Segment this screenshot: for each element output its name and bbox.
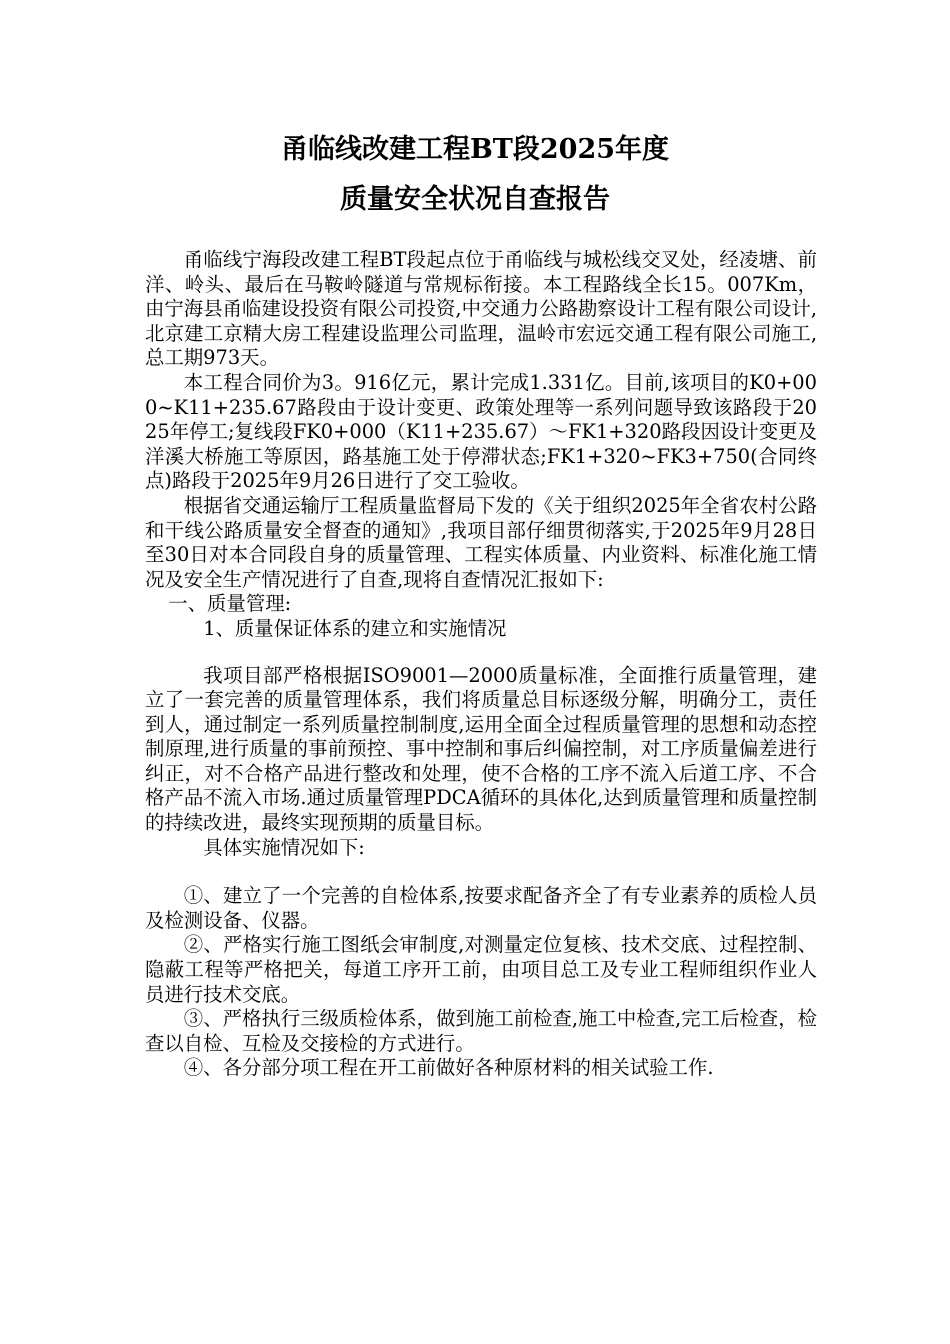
list-item: ③、严格执行三级质检体系，做到施工前检查,施工中检查,完工后检查，检查以自检、互检及交接检的方式进行。	[145, 1007, 817, 1055]
report-title-line1: 甬临线改建工程BT段2025年度	[280, 134, 670, 165]
list-item: ②、严格实行施工图纸会审制度,对测量定位复核、技术交底、过程控制、隐蔽工程等严格把关，每道工序开工前，由项目总工及专业工程师组织作业人员进行技术交底。	[145, 933, 817, 1006]
list-item: ④、各分部分项工程在开工前做好各种原材料的相关试验工作.	[183, 1056, 714, 1080]
paragraph-quality-system: 我项目部严格根据ISO9001—2000质量标准，全面推行质量管理，建立了一套完善的质量管理体系，我们将质量总目标逐级分解，明确分工，责任到人，通过制定一系列质量控制制度,运用全面全过程质量管理的思想和动态控制原理,进行质量的事前预控、事中控制和事后纠偏控制，对工序质量偏差进行纠正，对不合格产品进行整改和处理，使不合格的工序不流入后道工序、不合格产品不流入市场.通过质量管理PDCA循环的具体化,达到质量管理和质量控制的持续改进，最终实现预期的质量目标。	[145, 663, 817, 835]
paragraph-project-overview: 甬临线宁海段改建工程BT段起点位于甬临线与城松线交叉处，经凌塘、前洋、岭头、最后在马鞍岭隧道与常规标衔接。本工程路线全长15。007Km，由宁海县甬临建设投资有限公司投资,中交通力公路勘察设计工程有限公司设计,北京建工京精大房工程建设监理公司监理，温岭市宏远交通工程有限公司施工,总工期973天。	[145, 248, 817, 370]
report-title-line2: 质量安全状况自查报告	[340, 184, 610, 215]
subsection-heading-quality-system: 1、质量保证体系的建立和实施情况	[203, 616, 507, 640]
section-heading-quality-management: 一、质量管理:	[168, 592, 292, 616]
list-item: ①、建立了一个完善的自检体系,按要求配备齐全了有专业素养的质检人员及检测设备、仪器。	[145, 884, 817, 932]
paragraph-inspection-basis: 根据省交通运输厅工程质量监督局下发的《关于组织2025年全省农村公路和干线公路质量安全督查的通知》,我项目部仔细贯彻落实,于2025年9月28日至30日对本合同段自身的质量管理、工程实体质量、内业资料、标准化施工情况及安全生产情况进行了自查,现将自查情况汇报如下:	[145, 493, 817, 591]
report-body	[145, 248, 817, 1081]
paragraph-contract-progress: 本工程合同价为3。916亿元，累计完成1.331亿。目前,该项目的K0+000~K11+235.67路段由于设计变更、政策处理等一系列问题导致该路段于2025年停工;复线段FK0+000（K11+235.67）～FK1+320路段因设计变更及洋溪大桥施工等原因，路基施工处于停滞状态;FK1+320~FK3+750(合同终点)路段于2025年9月26日进行了交工验收。	[145, 370, 817, 493]
implementation-heading: 具体实施情况如下:	[203, 835, 365, 859]
